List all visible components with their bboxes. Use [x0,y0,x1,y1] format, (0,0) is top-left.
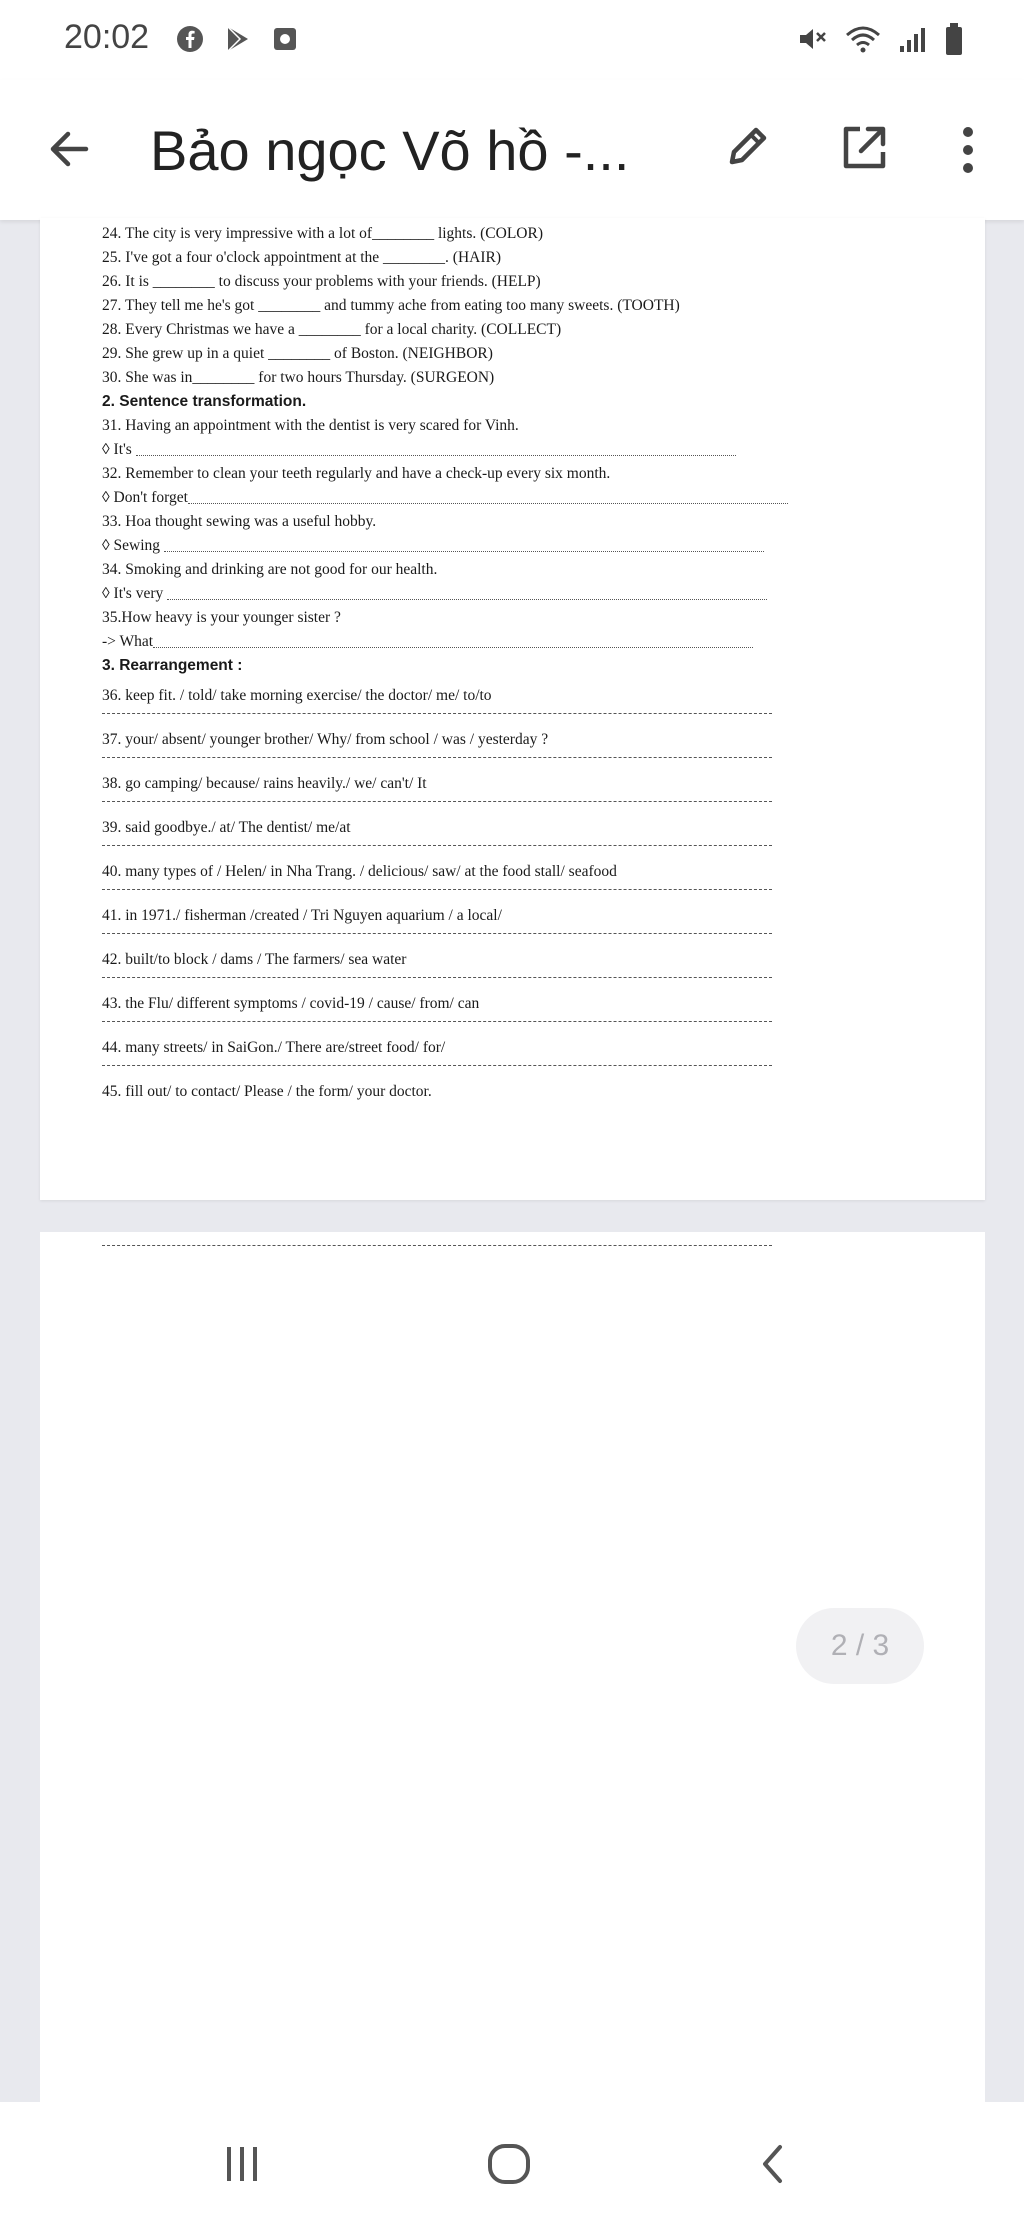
play-store-icon [223,24,253,54]
rearrangement-item: 40. many types of / Helen/ in Nha Trang. / delicious/ saw/ at the food stall/ seafood [102,863,617,880]
rearrangement-item: 45. fill out/ to contact/ Please / the form/ your doctor. [102,1083,432,1100]
question-27 [102,294,822,318]
page-indicator: 2 / 3 [796,1608,924,1684]
status-time: 20:02 [64,18,150,56]
battery-icon [944,22,964,56]
app-bar [0,80,1024,220]
question-29 [102,342,822,366]
answer-line [102,1244,772,1246]
question-number: 24. [102,225,122,242]
prompt-text: ◊ It's [102,441,132,458]
answer-line [102,976,772,978]
question-text: Every Christmas we have a ________ for a local charity. (COLLECT) [125,321,562,338]
question-number: 25. [102,249,122,266]
question-number: 28. [102,321,122,338]
question-text: They tell me he's got ________ and tummy ache from eating too many sweets. (TOOTH) [124,297,680,314]
question-number: 27. [102,297,122,314]
question-34: 34. Smoking and drinking are not good for our health. [102,561,438,578]
answer-line [188,493,788,504]
answer-line [164,541,764,552]
document-content [102,222,822,1104]
answer-line [102,800,772,802]
status-bar [0,0,1024,80]
home-icon[interactable] [486,2142,532,2186]
more-vert-icon[interactable] [956,122,980,178]
question-35: 35.How heavy is your younger sister ? [102,609,341,626]
answer-line [102,844,772,846]
question-33: 33. Hoa thought sewing was a useful hobby. [102,513,377,530]
rearrangement-item: 44. many streets/ in SaiGon./ There are/street food/ for/ [102,1039,446,1056]
recent-apps-icon[interactable] [222,2144,262,2184]
navigation-bar [0,2102,1024,2222]
answer-prompt-31 [102,438,822,462]
mute-icon [796,23,828,55]
question-26 [102,270,822,294]
prompt-text: ◊ Sewing [102,537,161,554]
answer-line [102,712,772,714]
answer-line [102,756,772,758]
prompt-text: ◊ Don't forget [102,489,188,506]
back-arrow-icon[interactable] [44,124,94,174]
rearrangement-list [102,684,822,1104]
answer-line [167,589,767,600]
question-31: 31. Having an appointment with the dentist is very scared for Vinh. [102,417,519,434]
prompt-text: -> What [102,633,154,650]
question-text: She grew up in a quiet ________ of Boston. (NEIGHBOR) [125,345,493,362]
answer-prompt-35 [102,630,822,654]
rearrangement-item: 41. in 1971./ fisherman /created / Tri Nguyen aquarium / a local/ [102,907,502,924]
question-25 [102,246,822,270]
answer-prompt-33 [102,534,822,558]
back-icon[interactable] [758,2142,788,2186]
answer-line [102,888,772,890]
answer-line [102,932,772,934]
status-right-icons [796,22,964,56]
document-title: Bảo ngọc Võ hồ -... [150,119,630,182]
question-28 [102,318,822,342]
open-external-icon[interactable] [836,120,892,176]
rearrangement-item: 42. built/to block / dams / The farmers/ sea water [102,951,407,968]
answer-line [136,445,736,456]
prompt-text: ◊ It's very [102,585,164,602]
answer-prompt-34 [102,582,822,606]
wifi-icon [844,23,882,55]
question-text: The city is very impressive with a lot of________ lights. (COLOR) [124,225,543,242]
answer-line [102,1064,772,1066]
status-left-icons [175,24,299,54]
answer-prompt-32 [102,486,822,510]
rearrangement-item: 38. go camping/ because/ rains heavily./ we/ can't/ It [102,775,427,792]
question-text: I've got a four o'clock appointment at the ________. (HAIR) [125,249,502,266]
question-number: 30. [102,369,122,386]
question-text: It is ________ to discuss your problems with your friends. (HELP) [125,273,541,290]
section-2-heading: 2. Sentence transformation. [102,393,307,410]
rearrangement-item: 37. your/ absent/ younger brother/ Why/ from school / was / yesterday ? [102,731,549,748]
question-number: 26. [102,273,122,290]
answer-line [153,637,753,648]
question-30 [102,366,822,390]
rearrangement-item: 43. the Flu/ different symptoms / covid-19 / cause/ from/ can [102,995,480,1012]
rearrangement-item: 39. said goodbye./ at/ The dentist/ me/at [102,819,351,836]
question-text: She was in________ for two hours Thursday. (SURGEON) [125,369,495,386]
screen-record-icon [271,25,299,53]
edit-pencil-icon[interactable] [718,120,774,176]
rearrangement-item: 36. keep fit. / told/ take morning exercise/ the doctor/ me/ to/to [102,687,492,704]
signal-icon [898,24,928,54]
facebook-icon [175,24,205,54]
question-number: 29. [102,345,122,362]
section-3-heading: 3. Rearrangement : [102,657,243,674]
document-page-1 [40,218,985,1200]
question-32: 32. Remember to clean your teeth regularly and have a check-up every six month. [102,465,611,482]
answer-line [102,1020,772,1022]
question-24 [102,222,822,246]
